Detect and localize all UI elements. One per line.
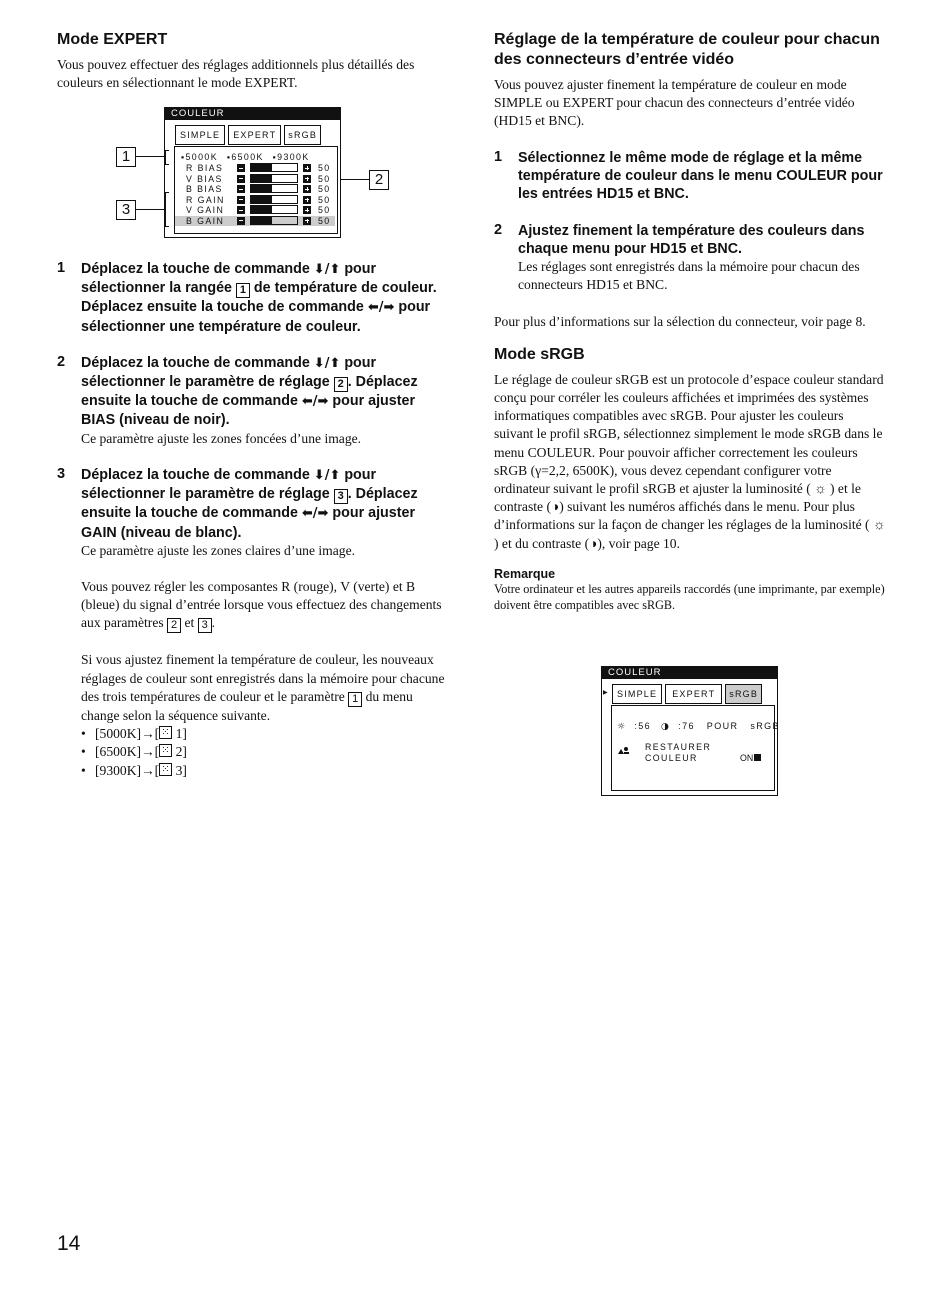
step-3-heading: Déplacez la touche de commande ⬇/⬆ pour sélectionner le paramètre de réglage 3 . Déplacez ensuite la touche de commande ⬅/➡ pour ajuster GAIN (niveau de blanc). bbox=[81, 466, 418, 541]
param-label: V BIAS bbox=[186, 173, 223, 184]
right-step-2 bbox=[494, 222, 886, 295]
param-value: 50 bbox=[318, 215, 331, 226]
list-item: • [6500K]→[⁙ 2] bbox=[95, 743, 449, 761]
note-heading: Remarque bbox=[494, 566, 556, 581]
minus-icon[interactable] bbox=[237, 164, 245, 172]
brightness-value: :56 bbox=[634, 721, 652, 731]
contrast-icon: ◑ bbox=[661, 722, 671, 732]
menu-title-bar: COULEUR bbox=[602, 667, 777, 679]
level-slider[interactable] bbox=[250, 216, 298, 225]
callout-2: 2 bbox=[369, 170, 389, 190]
step-heading: Ajustez finement la température des couleurs dans chaque menu pour HD15 et BNC. bbox=[518, 222, 865, 257]
temp-6500[interactable]: ▪6500K bbox=[226, 152, 264, 162]
param-box-3: 3 bbox=[198, 618, 212, 633]
right-step-1 bbox=[494, 149, 886, 204]
table-row[interactable] bbox=[175, 163, 335, 173]
slider-fill bbox=[251, 175, 272, 182]
table-row[interactable] bbox=[175, 216, 335, 226]
step-heading: Sélectionnez le même mode de réglage et la même température de couleur dans le menu COULEUR pour les entrées HD15 et BNC. bbox=[518, 149, 883, 203]
level-slider[interactable] bbox=[250, 163, 298, 172]
param-value: 50 bbox=[318, 184, 331, 194]
restore-icon bbox=[617, 742, 630, 751]
step-2 bbox=[57, 354, 449, 448]
restore-label-2[interactable]: COULEUR bbox=[645, 753, 698, 763]
level-slider[interactable] bbox=[250, 195, 298, 204]
tab-simple[interactable]: SIMPLE bbox=[175, 125, 225, 145]
srgb-paragraph: Le réglage de couleur sRGB est un protocole d’espace couleur standard conçu pour corréler les couleurs affichées et imprimées des systèmes informatiques compatibles avec sRGB. Pour ajuster les couleurs suivant le profil sRGB, sélectionnez simplement le mode sRGB dans le menu COULEUR. Pour pouvoir afficher correctement les couleurs sRGB (γ=2,2, 6500K), vous devez cependant configurer votre ordinateur suivant le profil sRGB et ajuster la luminosité ( ☼ ) et le contraste (◑) suivant les numéros affichés dans le menu. Pour plus d’informations sur la façon de changer les réglages de la luminosité ( ☼ ) et du contraste (◑), voir page 10. bbox=[494, 371, 886, 551]
tab-srgb[interactable]: sRGB bbox=[284, 125, 321, 145]
step-number: 2 bbox=[494, 221, 503, 238]
step-number: 1 bbox=[494, 148, 503, 165]
temp-5000[interactable]: ▪5000K bbox=[181, 152, 218, 162]
slider-fill bbox=[251, 206, 272, 213]
tab-expert[interactable]: EXPERT bbox=[665, 684, 722, 704]
tab-simple[interactable]: SIMPLE bbox=[612, 684, 662, 704]
expert-preset-icon bbox=[159, 744, 172, 757]
minus-icon[interactable] bbox=[237, 196, 245, 204]
param-label: R GAIN bbox=[186, 194, 225, 205]
plus-icon[interactable] bbox=[303, 164, 311, 172]
plus-icon[interactable] bbox=[303, 206, 311, 214]
param-box-3: 3 bbox=[334, 489, 348, 504]
param-value: 50 bbox=[318, 173, 331, 184]
step-2-heading: Déplacez la touche de commande ⬇/⬆ pour sélectionner le paramètre de réglage 2 . Déplacez ensuite la touche de commande ⬅/➡ pour ajuster BIAS (niveau de noir). bbox=[81, 354, 418, 429]
step-3-body: Ce paramètre ajuste les zones claires d’une image. bbox=[81, 542, 356, 558]
param-label: B GAIN bbox=[186, 215, 225, 226]
table-row[interactable] bbox=[175, 184, 335, 194]
minus-icon[interactable] bbox=[237, 206, 245, 214]
temperature-row[interactable] bbox=[181, 152, 310, 162]
tab-srgb[interactable]: sRGB bbox=[725, 684, 762, 704]
param-label: V GAIN bbox=[186, 205, 225, 215]
param-box-2: 2 bbox=[167, 618, 181, 633]
param-box-1: 1 bbox=[236, 283, 250, 298]
table-row[interactable] bbox=[175, 174, 335, 184]
callout-3: 3 bbox=[116, 200, 136, 220]
srgb-menu-figure bbox=[601, 666, 778, 796]
step-number: 3 bbox=[57, 465, 66, 482]
step-2-body: Ce paramètre ajuste les zones foncées d’une image. bbox=[81, 430, 362, 446]
list-item: • [9300K]→[⁙ 3] bbox=[95, 762, 449, 780]
contrast-value: :76 bbox=[678, 721, 695, 731]
step-body: Les réglages sont enregistrés dans la mémoire pour chacun des connecteurs HD15 et BNC. bbox=[518, 259, 860, 293]
sequence-list bbox=[81, 725, 449, 780]
down-up-arrow-icon: ⬇/⬆ bbox=[313, 467, 341, 483]
sequence-paragraph: Si vous ajustez finement la température de couleur, les nouveaux réglages de couleur sont enregistrés dans la mémoire pour chacune des trois températures de couleur et le paramètre 1 du menu change selon la séquence suivante. • [5000K]→[⁙ 1] • [6500K]→[⁙ 2] • [9300K]→[⁙ 3] bbox=[57, 651, 449, 779]
menu-title-bar: COULEUR bbox=[165, 108, 340, 120]
down-up-arrow-icon: ⬇/⬆ bbox=[313, 262, 341, 277]
param-label: R BIAS bbox=[186, 163, 224, 173]
brightness-icon: ☼ bbox=[617, 722, 627, 732]
param-box-1: 1 bbox=[348, 692, 362, 707]
intro-paragraph: Vous pouvez effectuer des réglages additionnels plus détaillés des couleurs en sélectionnant le mode EXPERT. bbox=[57, 57, 415, 91]
expert-preset-icon bbox=[159, 726, 172, 739]
section-title: Mode EXPERT bbox=[57, 31, 168, 48]
left-right-arrow-icon: ⬅/➡ bbox=[367, 300, 395, 316]
param-value: 50 bbox=[318, 163, 331, 173]
level-slider[interactable] bbox=[250, 184, 298, 193]
step-1-heading: Déplacez la touche de commande ⬇/⬆ pour sélectionner la rangée 1 de température de couleur. Déplacez ensuite la touche de commande ⬅/➡ pour sélectionner une température de couleur. bbox=[81, 261, 437, 335]
slider-fill bbox=[251, 217, 272, 224]
slider-fill bbox=[251, 196, 272, 203]
left-right-arrow-icon: ⬅/➡ bbox=[301, 394, 329, 410]
expert-preset-icon bbox=[159, 763, 172, 776]
step-1 bbox=[57, 260, 449, 336]
left-right-arrow-icon: ⬅/➡ bbox=[301, 506, 329, 522]
plus-icon[interactable] bbox=[303, 175, 311, 183]
plus-icon[interactable] bbox=[303, 185, 311, 193]
level-slider[interactable] bbox=[250, 205, 298, 214]
param-label: B BIAS bbox=[186, 184, 223, 194]
note-body: Votre ordinateur et les autres appareils raccordés (une imprimante, par exemple) doivent être compatibles avec sRGB. bbox=[494, 581, 885, 613]
right-column bbox=[494, 30, 886, 614]
selector-arrow-icon: ▶ bbox=[603, 690, 608, 696]
srgb-title: Mode sRGB bbox=[494, 345, 585, 363]
table-row[interactable] bbox=[175, 195, 335, 205]
level-slider[interactable] bbox=[250, 174, 298, 183]
param-value: 50 bbox=[318, 205, 331, 215]
pour-label: POUR bbox=[706, 721, 739, 731]
minus-icon[interactable] bbox=[237, 175, 245, 183]
on-marker-icon bbox=[754, 754, 761, 761]
list-item: • [5000K]→[⁙ 1] bbox=[95, 725, 449, 743]
brightness-contrast-row bbox=[617, 721, 780, 731]
temp-9300[interactable]: ▪9300K bbox=[272, 152, 310, 162]
restore-label-1[interactable]: RESTAURER bbox=[645, 742, 712, 752]
section-title: Réglage de la température de couleur pour chacun des connecteurs d’entrée vidéo bbox=[494, 31, 880, 68]
slider-fill bbox=[251, 185, 272, 192]
table-row[interactable] bbox=[175, 205, 335, 215]
step-3 bbox=[57, 466, 449, 560]
callout-1: 1 bbox=[116, 147, 136, 167]
plus-icon[interactable] bbox=[303, 196, 311, 204]
param-value: 50 bbox=[318, 194, 331, 205]
srgb-label: sRGB bbox=[750, 721, 780, 731]
restore-on-option[interactable]: ON bbox=[740, 753, 761, 763]
expert-menu-figure bbox=[164, 107, 341, 238]
param-box-2: 2 bbox=[334, 377, 348, 392]
down-up-arrow-icon: ⬇/⬆ bbox=[313, 355, 341, 371]
minus-icon[interactable] bbox=[237, 185, 245, 193]
step-number: 2 bbox=[57, 353, 66, 370]
connector-info: Pour plus d’informations sur la sélection du connecteur, voir page 8. bbox=[494, 313, 866, 329]
minus-icon[interactable] bbox=[237, 217, 245, 225]
intro-paragraph: Vous pouvez ajuster finement la température de couleur en mode SIMPLE ou EXPERT pour chacun des connecteurs d’entrée vidéo (HD15 et BNC). bbox=[494, 77, 855, 129]
slider-fill bbox=[251, 164, 272, 171]
step-number: 1 bbox=[57, 260, 66, 276]
page-number: 14 bbox=[57, 1232, 81, 1255]
left-column bbox=[57, 30, 449, 92]
plus-icon[interactable] bbox=[303, 217, 311, 225]
rgb-paragraph: Vous pouvez régler les composantes R (rouge), V (verte) et B (bleue) du signal d’entrée lorsque vous effectuez des changements aux paramètres 2 et 3 . bbox=[81, 579, 442, 632]
left-steps bbox=[57, 260, 449, 780]
tab-expert[interactable]: EXPERT bbox=[228, 125, 281, 145]
